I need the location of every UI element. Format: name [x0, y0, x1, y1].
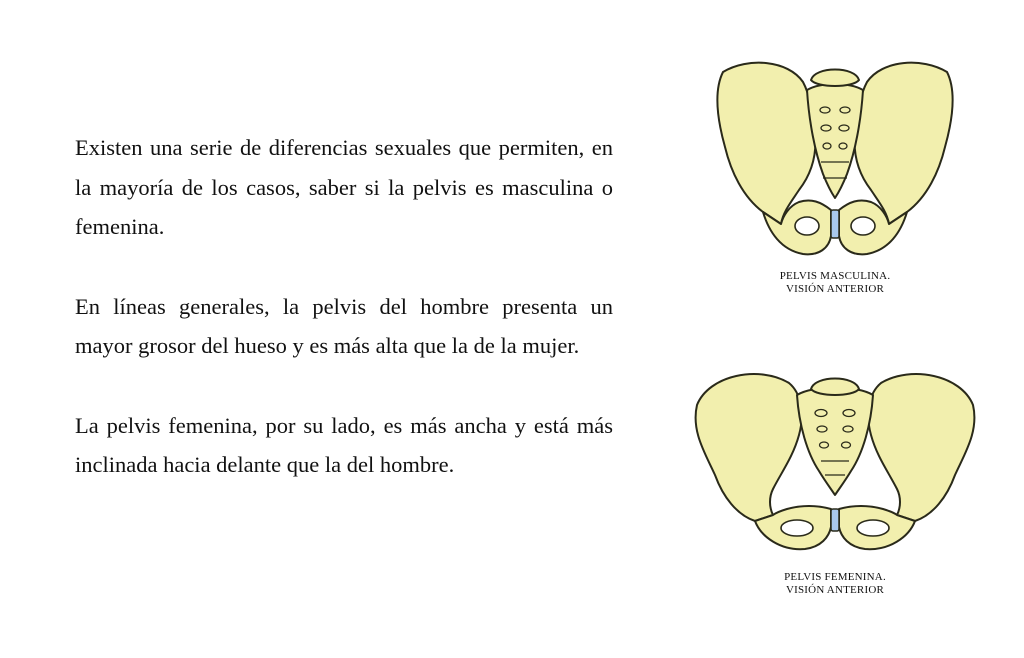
male-caption-title: PELVIS MASCULINA. — [779, 270, 891, 282]
left-ilium — [696, 374, 802, 521]
paragraph-intro: Existen una serie de diferencias sexuales que permiten, en la mayoría de los casos, saber si la pelvis es masculina o femenina. — [75, 135, 613, 239]
male-pelvis-figure — [685, 52, 985, 296]
left-ilium — [717, 63, 815, 224]
female-pelvis-figure — [685, 365, 985, 597]
pubic-symphysis — [831, 210, 839, 238]
female-caption-title: PELVIS FEMENINA. — [784, 571, 886, 583]
lumbar-vertebra — [811, 379, 859, 396]
female-caption-view: VISIÓN ANTERIOR — [785, 584, 885, 596]
text-column — [75, 128, 613, 485]
paragraph-male: En líneas generales, la pelvis del hombre presenta un mayor grosor del hueso y es más alta que la de la mujer. — [75, 293, 613, 358]
sacrum — [797, 388, 873, 496]
paragraph-female: La pelvis femenina, por su lado, es más ancha y está más inclinada hacia delante que la del hombre. — [75, 412, 613, 477]
sacrum — [807, 84, 863, 198]
male-caption-view: VISIÓN ANTERIOR — [785, 283, 885, 295]
male-pelvis-caption — [685, 270, 985, 296]
right-ilium — [868, 374, 974, 521]
female-pelvis-illustration — [689, 365, 981, 565]
right-ilium — [855, 63, 953, 224]
female-pelvis-caption — [685, 571, 985, 597]
pubic-symphysis — [831, 509, 839, 531]
lumbar-vertebra — [811, 70, 859, 87]
male-pelvis-illustration — [703, 52, 967, 264]
